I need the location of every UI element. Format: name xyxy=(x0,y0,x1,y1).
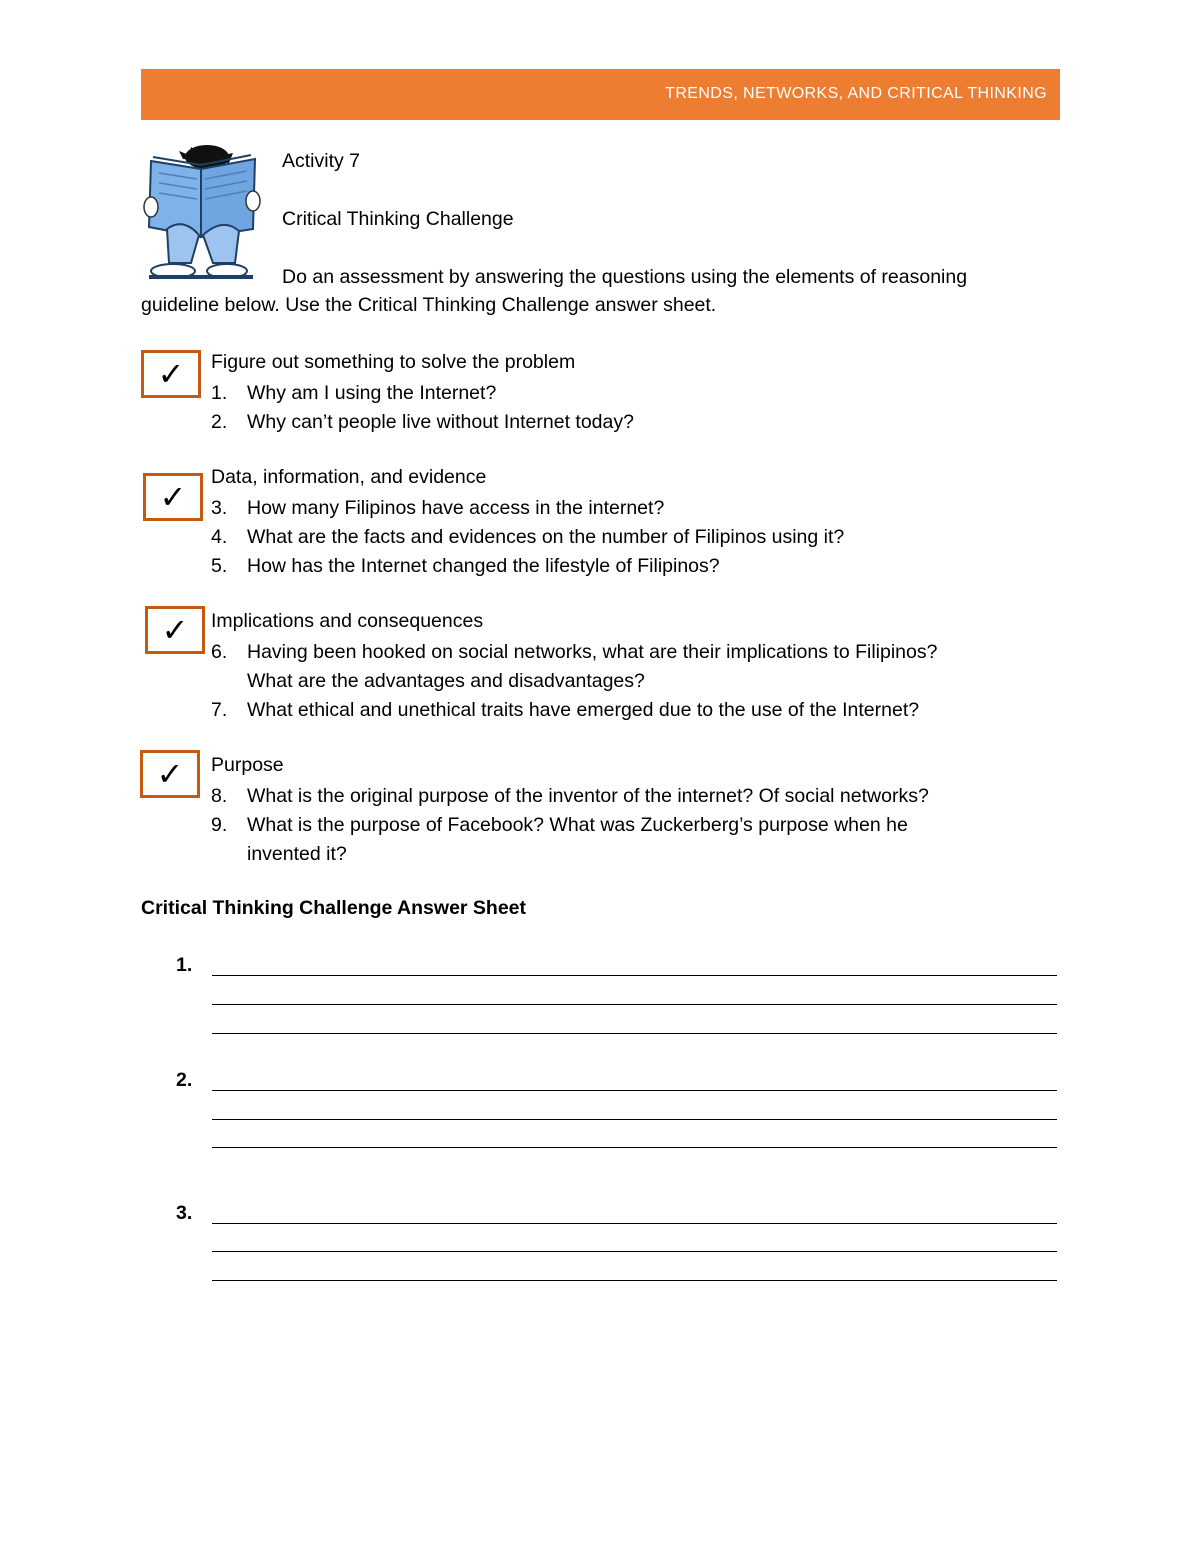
question-text: Why can’t people live without Internet today? xyxy=(247,411,634,433)
question-item xyxy=(211,408,634,437)
answer-sheet-title: Critical Thinking Challenge Answer Sheet xyxy=(141,897,527,919)
question-number: 7. xyxy=(211,699,228,721)
question-number: 1. xyxy=(211,382,228,404)
header-title: TRENDS, NETWORKS, AND CRITICAL THINKING xyxy=(665,85,1047,102)
check-mark-icon: ✓ xyxy=(159,478,187,516)
question-text: What is the purpose of Facebook? What was Zuckerberg’s purpose when he xyxy=(247,814,908,836)
question-text: How has the Internet changed the lifestyle of Filipinos? xyxy=(247,555,720,577)
question-number: 6. xyxy=(211,641,228,663)
answer-number: 2. xyxy=(176,1069,193,1091)
answer-line[interactable] xyxy=(212,1119,1057,1120)
check-mark-icon: ✓ xyxy=(156,755,184,793)
question-text: Why am I using the Internet? xyxy=(247,382,497,404)
header-bar xyxy=(141,69,1060,120)
activity-number: Activity 7 xyxy=(282,150,361,172)
answer-line[interactable] xyxy=(212,1280,1057,1281)
section-title: Figure out something to solve the problem xyxy=(211,351,576,373)
section-title: Purpose xyxy=(211,754,284,776)
answer-line[interactable] xyxy=(212,1251,1057,1252)
answer-line[interactable] xyxy=(212,1033,1057,1034)
question-text: What is the original purpose of the inventor of the internet? Of social networks? xyxy=(247,785,929,807)
activity-title: Critical Thinking Challenge xyxy=(282,208,514,230)
reading-person-image xyxy=(139,145,261,282)
question-number: 5. xyxy=(211,555,228,577)
section-data xyxy=(211,465,844,581)
answer-number: 3. xyxy=(176,1202,193,1224)
answer-line[interactable] xyxy=(212,1090,1057,1091)
answer-line[interactable] xyxy=(212,1147,1057,1148)
check-mark-icon: ✓ xyxy=(161,611,189,649)
question-text: How many Filipinos have access in the internet? xyxy=(247,497,665,519)
instructions-line-2: guideline below. Use the Critical Thinking Challenge answer sheet. xyxy=(141,294,717,316)
section-problem xyxy=(211,350,634,437)
question-item xyxy=(211,552,844,581)
checkbox xyxy=(143,473,203,521)
question-number: 9. xyxy=(211,814,228,836)
question-number: 8. xyxy=(211,785,228,807)
question-item xyxy=(211,638,937,696)
question-number: 2. xyxy=(211,411,228,433)
instructions-line-1: Do an assessment by answering the questions using the elements of reasoning xyxy=(282,266,968,288)
question-text: Having been hooked on social networks, what are their implications to Filipinos? xyxy=(247,641,938,663)
question-text: What are the facts and evidences on the number of Filipinos using it? xyxy=(247,526,845,548)
section-implications xyxy=(211,609,937,725)
question-text-continued: What are the advantages and disadvantages? xyxy=(247,670,645,692)
question-text: What ethical and unethical traits have emerged due to the use of the Internet? xyxy=(247,699,920,721)
question-item xyxy=(211,811,929,869)
answer-number: 1. xyxy=(176,954,193,976)
checkbox xyxy=(140,750,200,798)
question-number: 4. xyxy=(211,526,228,548)
checkbox xyxy=(141,350,201,398)
section-title: Implications and consequences xyxy=(211,610,484,632)
question-item xyxy=(211,523,844,552)
question-item xyxy=(211,782,929,811)
answer-line[interactable] xyxy=(212,975,1057,976)
question-text-continued: invented it? xyxy=(247,843,347,865)
question-number: 3. xyxy=(211,497,228,519)
section-title: Data, information, and evidence xyxy=(211,466,487,488)
section-purpose xyxy=(211,753,929,869)
answer-line[interactable] xyxy=(212,1223,1057,1224)
question-item xyxy=(211,379,634,408)
question-item xyxy=(211,696,937,725)
question-item xyxy=(211,494,844,523)
answer-line[interactable] xyxy=(212,1004,1057,1005)
checkbox xyxy=(145,606,205,654)
check-mark-icon: ✓ xyxy=(157,355,185,393)
